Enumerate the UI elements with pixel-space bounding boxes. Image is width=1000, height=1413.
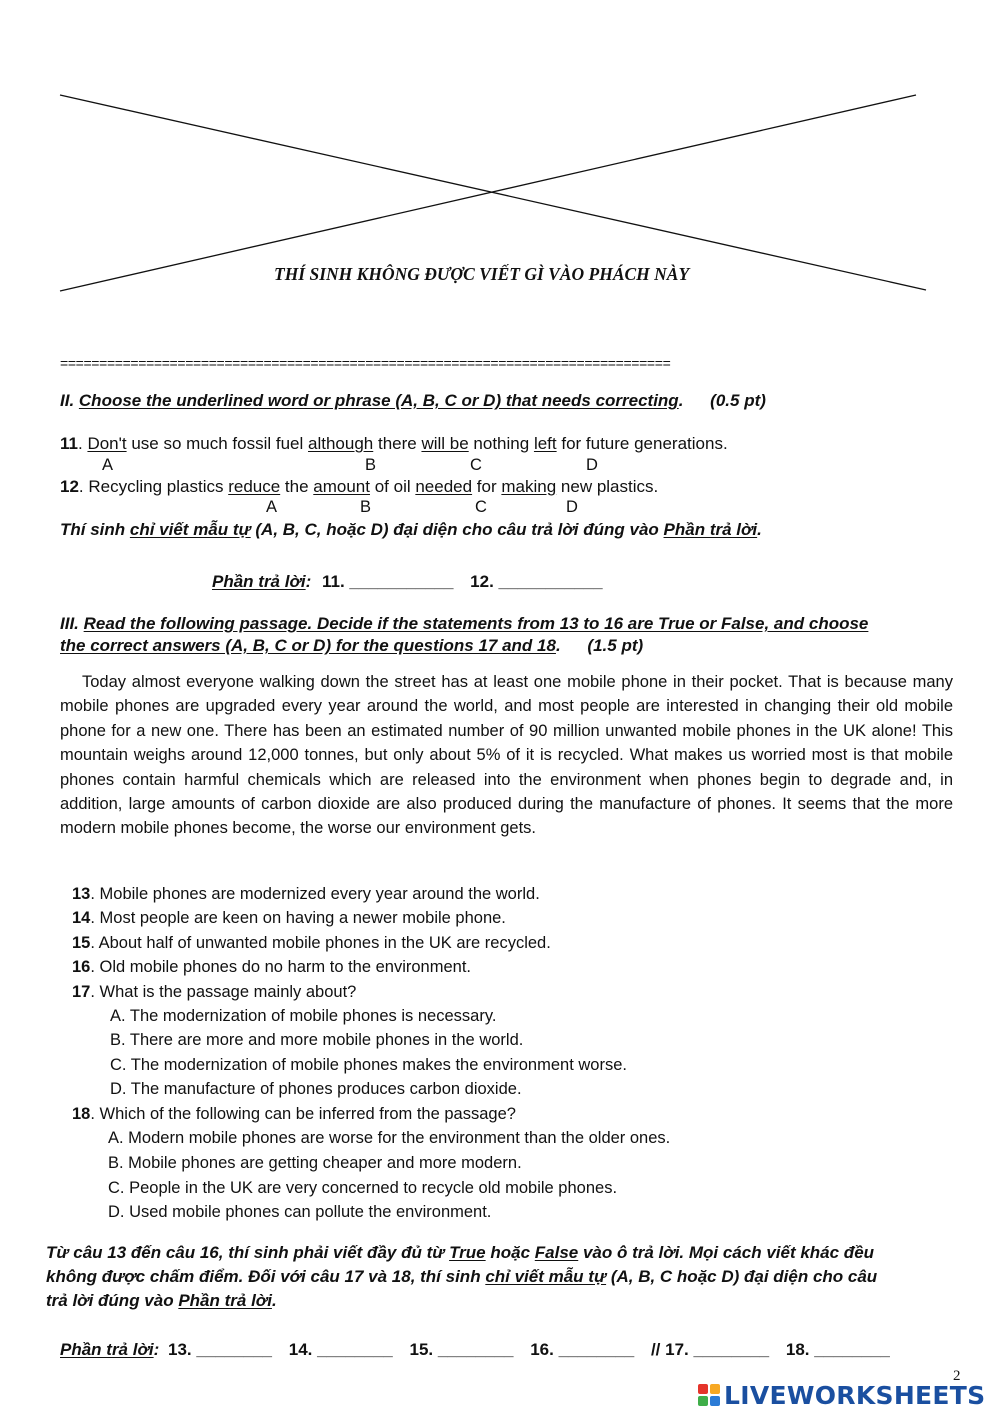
q11-letter-d: D	[586, 456, 598, 474]
q18-option-a: A. Modern mobile phones are worse for the environment than the older ones.	[108, 1129, 671, 1147]
question-number: 12	[60, 477, 79, 496]
statement-text: . About half of unwanted mobile phones in the UK are recycled.	[90, 934, 551, 952]
q11-letter-b: B	[365, 456, 377, 474]
question-text: . Which of the following can be inferred from the passage?	[90, 1105, 516, 1123]
answer-blank-15[interactable]: 15. ________	[409, 1340, 514, 1359]
q12-option-b: amount	[313, 477, 370, 496]
q12-option-d: making	[501, 477, 557, 496]
instruction-emphasis: chỉ viết mẫu tự	[129, 520, 251, 539]
question-12	[60, 477, 658, 497]
q17-option-c: C. The modernization of mobile phones makes the environment worse.	[110, 1056, 627, 1074]
instruction-text: vào ô trả lời. Mọi cách viết khác đều	[578, 1243, 875, 1262]
q12-text: of oil	[369, 477, 416, 496]
section3-instruction-line3	[46, 1291, 277, 1311]
section3-number: III.	[60, 614, 79, 633]
q11-text: nothing	[468, 434, 534, 453]
answer-label: Phần trả lời	[212, 572, 306, 591]
q12-letter-a: A	[266, 498, 278, 516]
q11-option-c: will be	[421, 434, 469, 453]
section3-title-cont: the correct answers (A, B, C or D) for the questions 17 and 18	[60, 636, 556, 655]
q17-option-b: B. There are more and more mobile phones in the world.	[110, 1031, 524, 1049]
q12-text: new plastics.	[556, 477, 659, 496]
question-number: 11	[60, 434, 78, 453]
q11-letter-c: C	[470, 456, 482, 474]
section3-instruction-line2	[46, 1267, 877, 1287]
question-number: 15	[72, 934, 91, 952]
instruction-text: .	[757, 520, 762, 539]
instruction-text: Từ câu 13 đến câu 16, thí sinh phải viết đầy đủ từ	[46, 1243, 450, 1262]
q12-letter-c: C	[475, 498, 487, 516]
reading-passage: Today almost everyone walking down the street has at least one mobile phone in their pocket. That is because many mobile phones are upgraded every year around the world, and most people are interested in changing their old mobile phone for a new one. There has been an estimated number of 90 million unwanted mobile phones in the UK alone! This mountain weighs around 12,000 tonnes, but only about 5% of it is recycled. What makes us worried most is that mobile phones contain harmful chemicals which are released into the environment when phones begin to degrade and, in addition, large amounts of carbon dioxide are also produced during the manufacture of phones. It seems that the more modern mobile phones become, the worse our environment gets.	[60, 673, 953, 838]
q18-option-c: C. People in the UK are very concerned to recycle old mobile phones.	[108, 1179, 618, 1197]
instruction-text: (A, B, C hoặc D) đại diện cho câu	[606, 1267, 878, 1286]
q11-option-d: left	[533, 434, 557, 453]
answer-blank-14[interactable]: 14. ________	[288, 1340, 393, 1359]
instruction-text: không được chấm điểm. Đối với câu 17 và 18, thí sinh	[46, 1267, 486, 1286]
question-number: 18	[72, 1105, 91, 1123]
answer-label: Phần trả lời	[60, 1340, 154, 1359]
q11-text: .	[77, 434, 88, 453]
answer-blank-16[interactable]: 16. ________	[530, 1340, 635, 1359]
section2-heading	[60, 391, 766, 411]
statement-14	[72, 909, 506, 928]
section3-dot: .	[555, 636, 561, 655]
question-number: 17	[72, 983, 91, 1001]
question-11	[60, 434, 728, 454]
instruction-text: Thí sinh	[60, 520, 130, 539]
q18-option-b: B. Mobile phones are getting cheaper and more modern.	[108, 1154, 522, 1172]
statement-text: . Mobile phones are modernized every year around the world.	[90, 885, 540, 903]
section2-title: Choose the underlined word or phrase (A, B, C or D) that needs correcting	[78, 391, 679, 410]
instruction-emphasis: False	[534, 1243, 579, 1262]
q12-text: for	[472, 477, 502, 496]
section2-dot: .	[678, 391, 684, 410]
q11-text: use so much fossil fuel	[126, 434, 309, 453]
answer-blank-13[interactable]: 13. ________	[168, 1340, 273, 1359]
question-number: 13	[72, 885, 91, 903]
statement-13	[72, 885, 540, 904]
answer-colon: :	[305, 572, 312, 591]
q17-option-d: D. The manufacture of phones produces carbon dioxide.	[110, 1080, 522, 1098]
q11-text: for future generations.	[556, 434, 728, 453]
answer-blank-12[interactable]: 12. ___________	[470, 572, 603, 591]
question-number: 14	[72, 909, 91, 927]
question-18	[72, 1105, 516, 1124]
section2-points: (0.5 pt)	[710, 391, 766, 410]
q11-letter-a: A	[102, 456, 114, 474]
instruction-emphasis: Phần trả lời	[178, 1291, 272, 1310]
q12-letter-b: B	[360, 498, 372, 516]
statement-text: . Old mobile phones do no harm to the environment.	[90, 958, 471, 976]
watermark-text: LIVEWORKSHEETS	[724, 1380, 986, 1410]
question-text: . What is the passage mainly about?	[90, 983, 357, 1001]
section3-title: Read the following passage. Decide if the statements from 13 to 16 are True or False, and choose	[83, 614, 869, 633]
q12-letter-d: D	[566, 498, 578, 516]
instruction-text: trả lời đúng vào	[46, 1291, 179, 1310]
answer-blank-17[interactable]: // 17. ________	[650, 1340, 770, 1359]
q11-option-a: Don't	[87, 434, 127, 453]
instruction-emphasis: Phần trả lời	[663, 520, 758, 539]
statement-16	[72, 958, 471, 977]
answer-blank-11[interactable]: 11. ___________	[322, 572, 454, 591]
section3-heading-line1	[60, 614, 868, 634]
statement-15	[72, 934, 551, 953]
section2-instruction	[60, 520, 762, 540]
instruction-text: (A, B, C, hoặc D) đại diện cho câu trả lời đúng vào	[250, 520, 664, 539]
instruction-text: hoặc	[485, 1243, 535, 1262]
section3-points: (1.5 pt)	[587, 636, 644, 655]
liveworksheets-watermark	[698, 1378, 985, 1412]
q12-text: . Recycling plastics	[78, 477, 229, 496]
q18-option-d: D. Used mobile phones can pollute the environment.	[108, 1203, 492, 1221]
q12-option-a: reduce	[228, 477, 281, 496]
instruction-text: .	[271, 1291, 277, 1310]
question-17	[72, 983, 356, 1002]
q17-option-a: A. The modernization of mobile phones is necessary.	[110, 1007, 497, 1025]
q11-text: there	[373, 434, 422, 453]
section3-heading-line2	[60, 636, 643, 656]
q12-text: the	[280, 477, 314, 496]
section2-answer-row	[212, 572, 603, 592]
q11-option-b: although	[308, 434, 374, 453]
q12-option-c: needed	[415, 477, 473, 496]
answer-blank-18[interactable]: 18. ________	[785, 1340, 890, 1359]
section3-instruction-line1	[46, 1243, 874, 1263]
liveworksheets-logo-icon	[698, 1384, 720, 1406]
statement-text: . Most people are keen on having a newer mobile phone.	[90, 909, 506, 927]
separator-line: ==============================================================================	[60, 355, 671, 371]
instruction-emphasis: True	[449, 1243, 486, 1262]
question-number: 16	[72, 958, 91, 976]
section2-number: II.	[60, 391, 75, 410]
answer-colon: :	[153, 1340, 160, 1359]
instruction-emphasis: chỉ viết mẫu tự	[485, 1267, 607, 1286]
page-number: 2	[953, 1368, 961, 1384]
seal-notice: THÍ SINH KHÔNG ĐƯỢC VIẾT GÌ VÀO PHÁCH NÀY	[274, 264, 690, 284]
section3-answer-row	[60, 1340, 890, 1360]
